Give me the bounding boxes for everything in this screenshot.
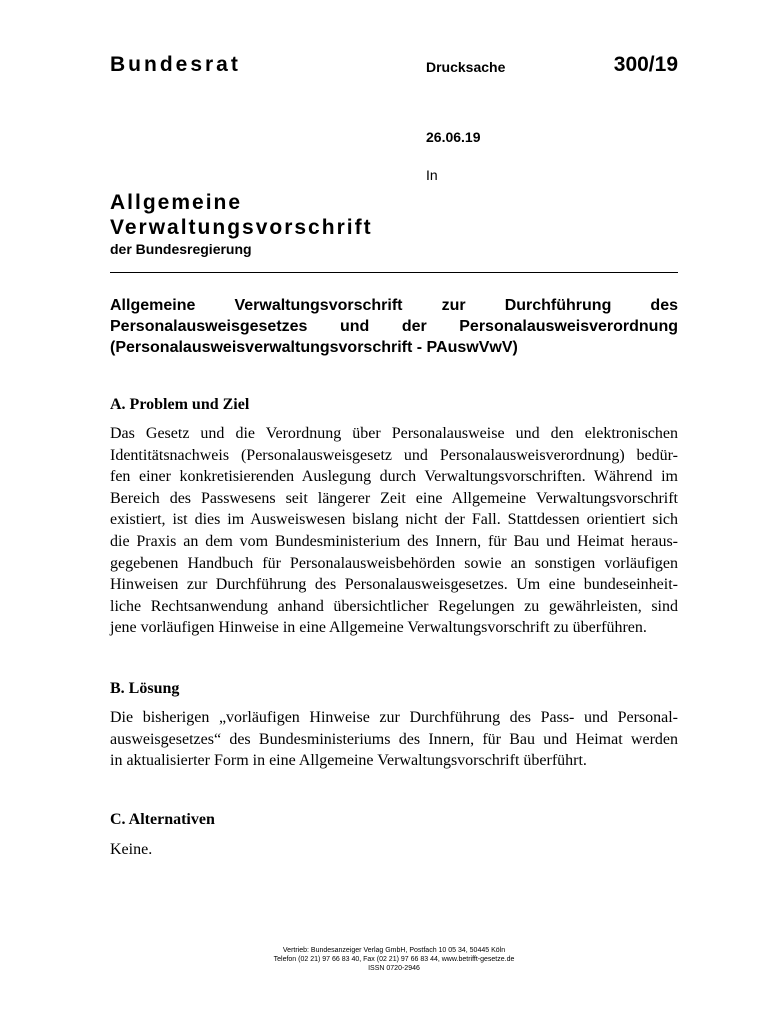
body-line: die Praxis an dem vom Bundesministerium des Innern, für Bau und Heimat heraus- (110, 532, 678, 550)
section-heading-alternatives: C. Alternativen (110, 811, 215, 828)
body-line: gegebenen Handbuch für Personalausweisbehörden sowie an sonstigen vorläufigen (110, 554, 678, 572)
document-type-line-1: Allgemeine (110, 191, 243, 214)
footer-line: ISSN 0720-2946 (368, 965, 420, 972)
footer-line: Telefon (02 21) 97 66 83 40, Fax (02 21) 97 66 83 44, www.betrifft-gesetze.de (273, 956, 515, 963)
body-line: ausweisgesetzes“ des Bundesministeriums des Innern, für Bau und Heimat werden (110, 730, 678, 748)
body-line: Hinweisen zur Durchführung des Personalausweisgesetzes. Um eine bundeseinheit- (110, 576, 678, 594)
footer-line: Vertrieb: Bundesanzeiger Verlag GmbH, Postfach 10 05 34, 50445 Köln (282, 947, 506, 954)
body-line: Keine. (110, 841, 153, 858)
subject-line: Allgemeine Verwaltungsvorschrift zur Durchführung des (110, 297, 678, 314)
section-heading-solution: B. Lösung (110, 680, 180, 697)
body-line: fen einer konkretisierenden Auslegung durch Verwaltungsvorschriften. Während im (110, 468, 678, 486)
document-number: 300/19 (613, 53, 678, 76)
body-line: Das Gesetz und die Verordnung über Personalausweise und den elektronischen (110, 425, 678, 442)
document-date: 26.06.19 (426, 129, 481, 145)
document-label: Drucksache (426, 59, 506, 75)
horizontal-divider (110, 272, 678, 273)
section-body-solution (110, 707, 678, 772)
body-line: in aktualisierter Form in eine Allgemeine Verwaltungsvorschrift überführt. (110, 752, 587, 770)
body-line: jene vorläufigen Hinweise in eine Allgemeine Verwaltungsvorschrift zu überführen. (110, 619, 647, 637)
document-subject (110, 295, 678, 358)
body-line: Bereich des Passwesens seit längerer Zeit eine Allgemeine Verwaltungsvorschrift (110, 489, 678, 507)
institution-name: Bundesrat (110, 53, 241, 76)
body-line: Die bisherigen „vorläufigen Hinweise zur Durchführung des Pass- und Personal- (110, 709, 678, 726)
document-type-line-2: Verwaltungsvorschrift (110, 216, 373, 239)
body-line: existiert, ist dies im Ausweiswesen bislang nicht der Fall. Stattdessen orientiert sich (110, 511, 678, 529)
section-heading-problem: A. Problem und Ziel (110, 396, 250, 413)
document-source: der Bundesregierung (110, 241, 252, 257)
subject-line: (Personalausweisverwaltungsvorschrift - PAuswVwV) (110, 339, 518, 356)
in-label: In (426, 167, 438, 183)
document-type (110, 190, 373, 240)
body-line: Identitätsnachweis (Personalausweisgesetz und Personalausweisverordnung) bedür- (110, 446, 678, 464)
publisher-footer (110, 946, 678, 973)
body-line: liche Rechtsanwendung anhand übersichtlicher Regelungen zu gewährleisten, sind (110, 597, 678, 615)
subject-line: Personalausweisgesetzes und der Personalausweisverordnung (110, 318, 678, 335)
section-body-alternatives (110, 839, 678, 861)
section-body-problem (110, 423, 678, 639)
